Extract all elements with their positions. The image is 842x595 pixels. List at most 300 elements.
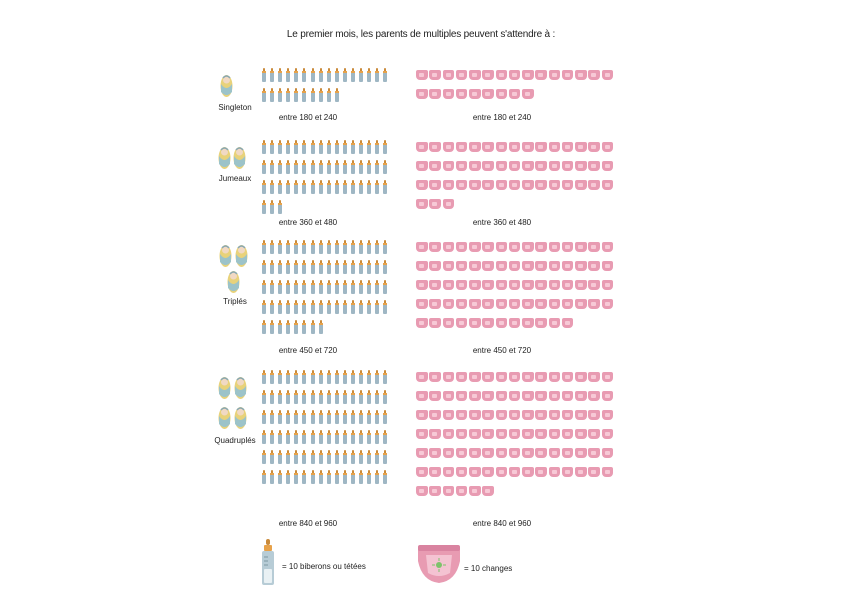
bottle-icon	[335, 180, 339, 194]
diaper-icon	[549, 391, 561, 401]
bottle-icon	[343, 68, 347, 82]
bottle-range-label: entre 360 et 480	[278, 218, 338, 227]
bottle-icon	[286, 390, 290, 404]
diaper-icon	[469, 410, 481, 420]
bottle-icon	[367, 370, 371, 384]
bottle-icon	[343, 260, 347, 274]
bottle-icon	[319, 410, 323, 424]
diaper-icon	[562, 180, 574, 190]
diaper-icon	[443, 448, 455, 458]
diaper-icon	[469, 372, 481, 382]
bottle-icon	[359, 240, 363, 254]
bottle-icon	[311, 68, 315, 82]
bottle-icon	[383, 390, 387, 404]
bottle-icon	[367, 390, 371, 404]
bottle-icon	[367, 68, 371, 82]
diaper-icon	[416, 199, 428, 209]
bottle-icon	[383, 410, 387, 424]
diaper-icon	[443, 70, 455, 80]
diaper-icon	[575, 142, 587, 152]
bottle-icon	[278, 88, 282, 102]
bottle-icon	[278, 370, 282, 384]
bottle-icon	[383, 260, 387, 274]
bottle-icon	[294, 450, 298, 464]
bottle-range-label: entre 450 et 720	[278, 346, 338, 355]
diaper-grid	[416, 142, 626, 218]
bottle-icon	[351, 260, 355, 274]
bottle-icon	[286, 260, 290, 274]
diaper-icon	[588, 372, 600, 382]
bottle-icon	[327, 240, 331, 254]
diaper-icon	[588, 410, 600, 420]
diaper-icon	[588, 391, 600, 401]
baby-icon	[218, 144, 231, 170]
diaper-icon	[575, 280, 587, 290]
diaper-icon	[429, 261, 441, 271]
diaper-icon	[549, 410, 561, 420]
bottle-icon	[359, 280, 363, 294]
diaper-icon	[482, 410, 494, 420]
diaper-icon	[509, 280, 521, 290]
diaper-icon	[602, 242, 614, 252]
diaper-icon	[522, 89, 534, 99]
diaper-icon	[509, 70, 521, 80]
bottle-icon	[319, 390, 323, 404]
diaper-icon	[469, 448, 481, 458]
diaper-icon	[416, 391, 428, 401]
bottle-icon	[278, 68, 282, 82]
diaper-icon	[456, 242, 468, 252]
diaper-icon	[429, 180, 441, 190]
diaper-icon	[509, 410, 521, 420]
diaper-icon	[496, 448, 508, 458]
multiple-type-label: Jumeaux	[218, 174, 252, 183]
bottle-icon	[302, 430, 306, 444]
bottle-icon	[367, 240, 371, 254]
bottle-icon	[375, 140, 379, 154]
baby-icon	[227, 268, 240, 294]
diaper-icon	[522, 429, 534, 439]
diaper-icon	[535, 391, 547, 401]
bottle-icon	[302, 180, 306, 194]
diaper-icon	[429, 372, 441, 382]
diaper-icon	[535, 242, 547, 252]
bottle-icon	[302, 470, 306, 484]
diaper-icon	[496, 318, 508, 328]
baby-icon	[219, 242, 232, 268]
diaper-icon	[429, 448, 441, 458]
bottle-icon	[335, 410, 339, 424]
bottle-icon	[343, 370, 347, 384]
diaper-icon	[469, 467, 481, 477]
diaper-icon	[429, 410, 441, 420]
diaper-icon	[429, 318, 441, 328]
diaper-icon	[482, 391, 494, 401]
bottle-icon	[343, 180, 347, 194]
bottle-icon	[383, 140, 387, 154]
diaper-icon	[562, 299, 574, 309]
bottle-icon	[383, 370, 387, 384]
diaper-icon	[549, 142, 561, 152]
diaper-icon	[482, 161, 494, 171]
diaper-icon	[562, 161, 574, 171]
diaper-icon	[602, 70, 614, 80]
baby-icon	[220, 72, 233, 98]
bottle-icon	[319, 88, 323, 102]
bottle-icon	[367, 450, 371, 464]
diaper-icon	[535, 467, 547, 477]
multiple-type-label: Singleton	[218, 103, 252, 112]
diaper-icon	[602, 448, 614, 458]
diaper-icon	[549, 280, 561, 290]
bottle-icon	[311, 390, 315, 404]
diaper-icon	[482, 486, 494, 496]
diaper-icon	[456, 161, 468, 171]
bottle-icon	[302, 240, 306, 254]
bottle-icon	[286, 160, 290, 174]
diaper-icon	[575, 467, 587, 477]
bottle-icon	[343, 450, 347, 464]
bottle-icon	[359, 450, 363, 464]
diaper-icon	[482, 467, 494, 477]
bottle-icon	[262, 470, 266, 484]
bottle-icon	[375, 390, 379, 404]
diaper-icon	[602, 299, 614, 309]
bottle-icon	[286, 410, 290, 424]
diaper-range-label: entre 450 et 720	[472, 346, 532, 355]
diaper-icon	[416, 410, 428, 420]
diaper-icon	[575, 180, 587, 190]
diaper-icon	[429, 142, 441, 152]
diaper-icon	[482, 318, 494, 328]
diaper-icon	[496, 280, 508, 290]
bottle-icon	[262, 300, 266, 314]
bottle-icon	[359, 68, 363, 82]
diaper-icon	[549, 318, 561, 328]
bottle-icon	[359, 260, 363, 274]
diaper-icon	[562, 142, 574, 152]
bottle-icon	[383, 180, 387, 194]
diaper-icon	[549, 429, 561, 439]
bottle-icon	[294, 140, 298, 154]
diaper-icon	[602, 280, 614, 290]
bottle-icon	[294, 180, 298, 194]
bottle-grid	[262, 240, 397, 340]
bottle-range-label: entre 840 et 960	[278, 519, 338, 528]
diaper-icon	[588, 242, 600, 252]
bottle-icon	[335, 88, 339, 102]
bottle-icon	[294, 160, 298, 174]
bottle-icon	[294, 68, 298, 82]
bottle-icon	[359, 470, 363, 484]
diaper-icon	[469, 391, 481, 401]
bottle-icon	[294, 320, 298, 334]
diaper-icon	[456, 280, 468, 290]
bottle-icon	[327, 180, 331, 194]
diaper-icon	[522, 318, 534, 328]
bottle-icon	[294, 470, 298, 484]
bottle-icon	[359, 180, 363, 194]
diaper-icon	[416, 372, 428, 382]
bottle-icon	[262, 320, 266, 334]
bottle-icon	[262, 140, 266, 154]
multiple-type-label: Quadruplés	[214, 436, 256, 445]
diaper-icon	[416, 448, 428, 458]
diaper-icon	[469, 280, 481, 290]
bottle-icon	[319, 68, 323, 82]
bottle-icon	[311, 160, 315, 174]
diaper-icon	[416, 318, 428, 328]
diaper-icon	[443, 467, 455, 477]
diaper-icon	[456, 410, 468, 420]
multiple-type-label: Triplés	[223, 297, 247, 306]
diaper-icon	[535, 429, 547, 439]
bottle-icon	[270, 160, 274, 174]
diaper-icon	[482, 372, 494, 382]
diaper-icon	[416, 280, 428, 290]
diaper-icon	[522, 372, 534, 382]
bottle-icon	[367, 160, 371, 174]
bottle-grid	[262, 68, 397, 108]
bottle-icon	[270, 88, 274, 102]
bottle-icon	[375, 160, 379, 174]
diaper-icon	[509, 391, 521, 401]
bottle-icon	[278, 470, 282, 484]
bottle-icon	[383, 470, 387, 484]
bottle-icon	[327, 410, 331, 424]
bottle-icon	[286, 370, 290, 384]
bottle-icon	[359, 410, 363, 424]
bottle-icon	[327, 88, 331, 102]
bottle-icon	[343, 300, 347, 314]
bottle-icon	[262, 180, 266, 194]
bottle-icon	[327, 390, 331, 404]
bottle-icon	[327, 280, 331, 294]
diaper-icon	[588, 280, 600, 290]
diaper-grid	[416, 70, 626, 108]
bottle-icon	[343, 430, 347, 444]
bottle-icon	[367, 430, 371, 444]
baby-icon	[218, 404, 231, 430]
bottle-icon	[286, 320, 290, 334]
bottle-icon	[351, 140, 355, 154]
diaper-icon	[562, 280, 574, 290]
diaper-icon	[416, 161, 428, 171]
bottle-icon	[311, 300, 315, 314]
bottle-icon	[262, 200, 266, 214]
bottle-icon	[311, 280, 315, 294]
bottle-icon	[302, 320, 306, 334]
bottle-icon	[335, 430, 339, 444]
bottle-grid	[262, 370, 397, 490]
diaper-icon	[535, 261, 547, 271]
diaper-icon	[429, 429, 441, 439]
bottle-icon	[383, 280, 387, 294]
diaper-icon	[575, 448, 587, 458]
diaper-icon	[562, 261, 574, 271]
bottle-icon	[367, 280, 371, 294]
bottle-icon	[383, 300, 387, 314]
diaper-icon	[429, 486, 441, 496]
bottle-icon	[278, 140, 282, 154]
bottle-icon	[351, 370, 355, 384]
bottle-icon	[262, 88, 266, 102]
diaper-icon	[602, 180, 614, 190]
diaper-icon	[549, 161, 561, 171]
diaper-icon	[482, 448, 494, 458]
bottle-icon	[294, 370, 298, 384]
bottle-icon	[286, 450, 290, 464]
bottle-icon	[367, 470, 371, 484]
bottle-icon	[335, 390, 339, 404]
bottle-icon	[286, 88, 290, 102]
diaper-icon	[456, 429, 468, 439]
diaper-icon	[522, 467, 534, 477]
diaper-icon	[549, 372, 561, 382]
bottle-icon	[270, 410, 274, 424]
diaper-icon	[482, 261, 494, 271]
bottle-icon	[351, 68, 355, 82]
diaper-legend-icon	[416, 543, 462, 585]
bottle-icon	[335, 300, 339, 314]
diaper-icon	[496, 142, 508, 152]
diaper-icon	[588, 429, 600, 439]
bottle-icon	[270, 370, 274, 384]
bottle-range-label: entre 180 et 240	[278, 113, 338, 122]
diaper-icon	[522, 70, 534, 80]
bottle-icon	[262, 68, 266, 82]
bottle-icon	[302, 390, 306, 404]
bottle-icon	[319, 160, 323, 174]
diaper-icon	[496, 70, 508, 80]
diaper-icon	[535, 180, 547, 190]
diaper-icon	[416, 242, 428, 252]
bottle-icon	[335, 240, 339, 254]
diaper-icon	[443, 318, 455, 328]
bottle-icon	[286, 68, 290, 82]
bottle-legend-text: = 10 biberons ou tétées	[282, 562, 366, 571]
diaper-icon	[496, 89, 508, 99]
bottle-icon	[294, 430, 298, 444]
diaper-icon	[456, 448, 468, 458]
diaper-icon	[588, 448, 600, 458]
bottle-icon	[367, 300, 371, 314]
bottle-icon	[286, 300, 290, 314]
diaper-icon	[535, 161, 547, 171]
diaper-icon	[588, 261, 600, 271]
diaper-icon	[562, 318, 574, 328]
bottle-icon	[319, 260, 323, 274]
diaper-icon	[496, 372, 508, 382]
baby-icon	[234, 404, 247, 430]
bottle-icon	[375, 450, 379, 464]
diaper-icon	[509, 318, 521, 328]
diaper-icon	[456, 142, 468, 152]
diaper-legend-text: = 10 changes	[464, 564, 513, 573]
diaper-icon	[456, 89, 468, 99]
diaper-icon	[456, 318, 468, 328]
bottle-icon	[286, 140, 290, 154]
bottle-icon	[294, 260, 298, 274]
bottle-icon	[278, 390, 282, 404]
diaper-icon	[549, 448, 561, 458]
diaper-icon	[575, 429, 587, 439]
diaper-icon	[429, 280, 441, 290]
baby-icon	[233, 144, 246, 170]
diaper-icon	[602, 161, 614, 171]
page-title: Le premier mois, les parents de multiples peuvent s'attendre à :	[286, 29, 556, 40]
diaper-icon	[496, 410, 508, 420]
diaper-icon	[522, 280, 534, 290]
bottle-icon	[383, 160, 387, 174]
diaper-icon	[549, 242, 561, 252]
diaper-icon	[416, 261, 428, 271]
bottle-icon	[383, 450, 387, 464]
bottle-icon	[286, 180, 290, 194]
bottle-icon	[311, 410, 315, 424]
diaper-range-label: entre 360 et 480	[472, 218, 532, 227]
bottle-icon	[270, 390, 274, 404]
diaper-icon	[416, 486, 428, 496]
diaper-icon	[496, 161, 508, 171]
bottle-icon	[375, 470, 379, 484]
diaper-icon	[482, 429, 494, 439]
diaper-icon	[562, 70, 574, 80]
diaper-icon	[575, 410, 587, 420]
diaper-icon	[509, 261, 521, 271]
bottle-icon	[311, 370, 315, 384]
bottle-icon	[286, 430, 290, 444]
bottle-icon	[319, 430, 323, 444]
bottle-legend-icon	[260, 539, 276, 585]
bottle-icon	[335, 68, 339, 82]
bottle-icon	[294, 300, 298, 314]
bottle-icon	[359, 160, 363, 174]
bottle-icon	[262, 260, 266, 274]
diaper-icon	[535, 299, 547, 309]
diaper-icon	[509, 467, 521, 477]
diaper-icon	[535, 372, 547, 382]
diaper-icon	[482, 299, 494, 309]
bottle-icon	[294, 390, 298, 404]
bottle-icon	[327, 140, 331, 154]
bottle-icon	[375, 68, 379, 82]
diaper-icon	[509, 89, 521, 99]
diaper-icon	[535, 280, 547, 290]
bottle-icon	[351, 280, 355, 294]
diaper-icon	[588, 142, 600, 152]
bottle-icon	[262, 240, 266, 254]
diaper-icon	[522, 299, 534, 309]
bottle-icon	[359, 430, 363, 444]
diaper-icon	[429, 299, 441, 309]
diaper-icon	[522, 180, 534, 190]
bottle-icon	[335, 450, 339, 464]
bottle-icon	[270, 68, 274, 82]
bottle-icon	[335, 370, 339, 384]
diaper-icon	[482, 70, 494, 80]
bottle-icon	[351, 300, 355, 314]
baby-icon	[218, 374, 231, 400]
bottle-icon	[335, 470, 339, 484]
bottle-icon	[351, 450, 355, 464]
bottle-icon	[302, 370, 306, 384]
bottle-icon	[375, 430, 379, 444]
diaper-icon	[509, 180, 521, 190]
diaper-icon	[588, 299, 600, 309]
diaper-icon	[522, 410, 534, 420]
diaper-icon	[443, 280, 455, 290]
